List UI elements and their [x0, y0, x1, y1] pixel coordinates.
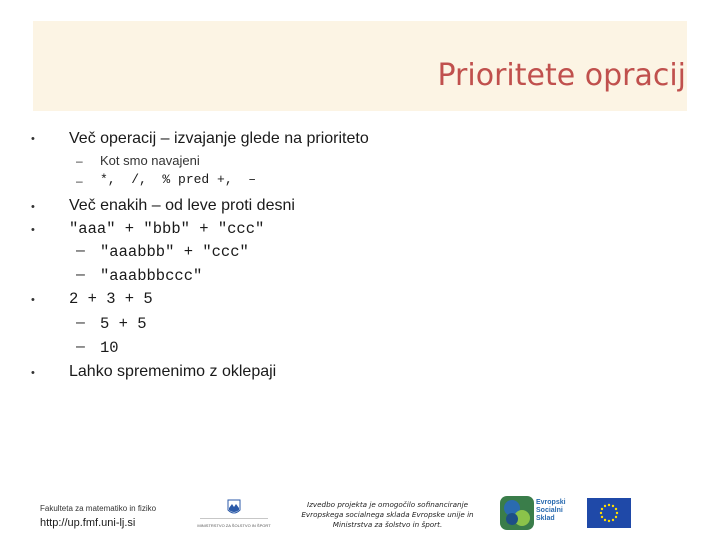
dash-marker: –	[76, 154, 83, 168]
esf-line: Evropski	[536, 499, 566, 506]
sub-bullet-text: 5 + 5	[100, 315, 147, 333]
bullet-marker: •	[31, 367, 35, 379]
bullet-text: 2 + 3 + 5	[69, 290, 153, 308]
bullet-text: Lahko spremenimo z oklepaji	[69, 363, 277, 380]
bullet-text: Več operacij – izvajanje glede na prioriteto	[69, 130, 369, 147]
sub-bullet-text: 10	[100, 339, 119, 357]
dash-marker: –	[76, 174, 83, 188]
ministry-logo	[196, 496, 272, 536]
esf-label	[536, 499, 566, 523]
slide-footer	[0, 480, 720, 540]
bullet-marker: •	[31, 294, 35, 306]
bullet-marker: •	[31, 201, 35, 213]
sub-bullet-text: Kot smo navajeni	[100, 153, 200, 168]
sub-bullet-text: "aaabbb" + "ccc"	[100, 243, 249, 261]
dash-marker: –	[76, 266, 85, 283]
slide-title: Prioritete opracij	[437, 58, 686, 93]
dash-marker: –	[76, 242, 85, 259]
sub-bullet-text: *, /, % pred +, –	[100, 172, 257, 187]
bullet-marker: •	[31, 133, 35, 145]
esf-line: Socialni	[536, 507, 563, 514]
dash-marker: –	[76, 338, 85, 355]
faculty-name: Fakulteta za matematiko in fiziko	[40, 504, 157, 513]
esf-line: Sklad	[536, 515, 555, 522]
ministry-label: MINISTRSTVO ZA ŠOLSTVO IN ŠPORT	[197, 523, 271, 528]
sub-bullet-text: "aaabbbccc"	[100, 267, 203, 285]
dash-marker: –	[76, 314, 85, 331]
funding-note: Izvedbo projekta je omogočilo sofinanciranje Evropskega socialnega sklada Evropske unije in Ministrstva za šolstvo in šport.	[301, 500, 474, 529]
eu-flag-icon	[587, 498, 631, 528]
faculty-url[interactable]: http://up.fmf.uni-lj.si	[40, 517, 136, 529]
bullet-text: Več enakih – od leve proti desni	[69, 197, 295, 214]
bullet-text: "aaa" + "bbb" + "ccc"	[69, 220, 265, 238]
esf-logo	[500, 496, 534, 530]
bullet-marker: •	[31, 224, 35, 236]
